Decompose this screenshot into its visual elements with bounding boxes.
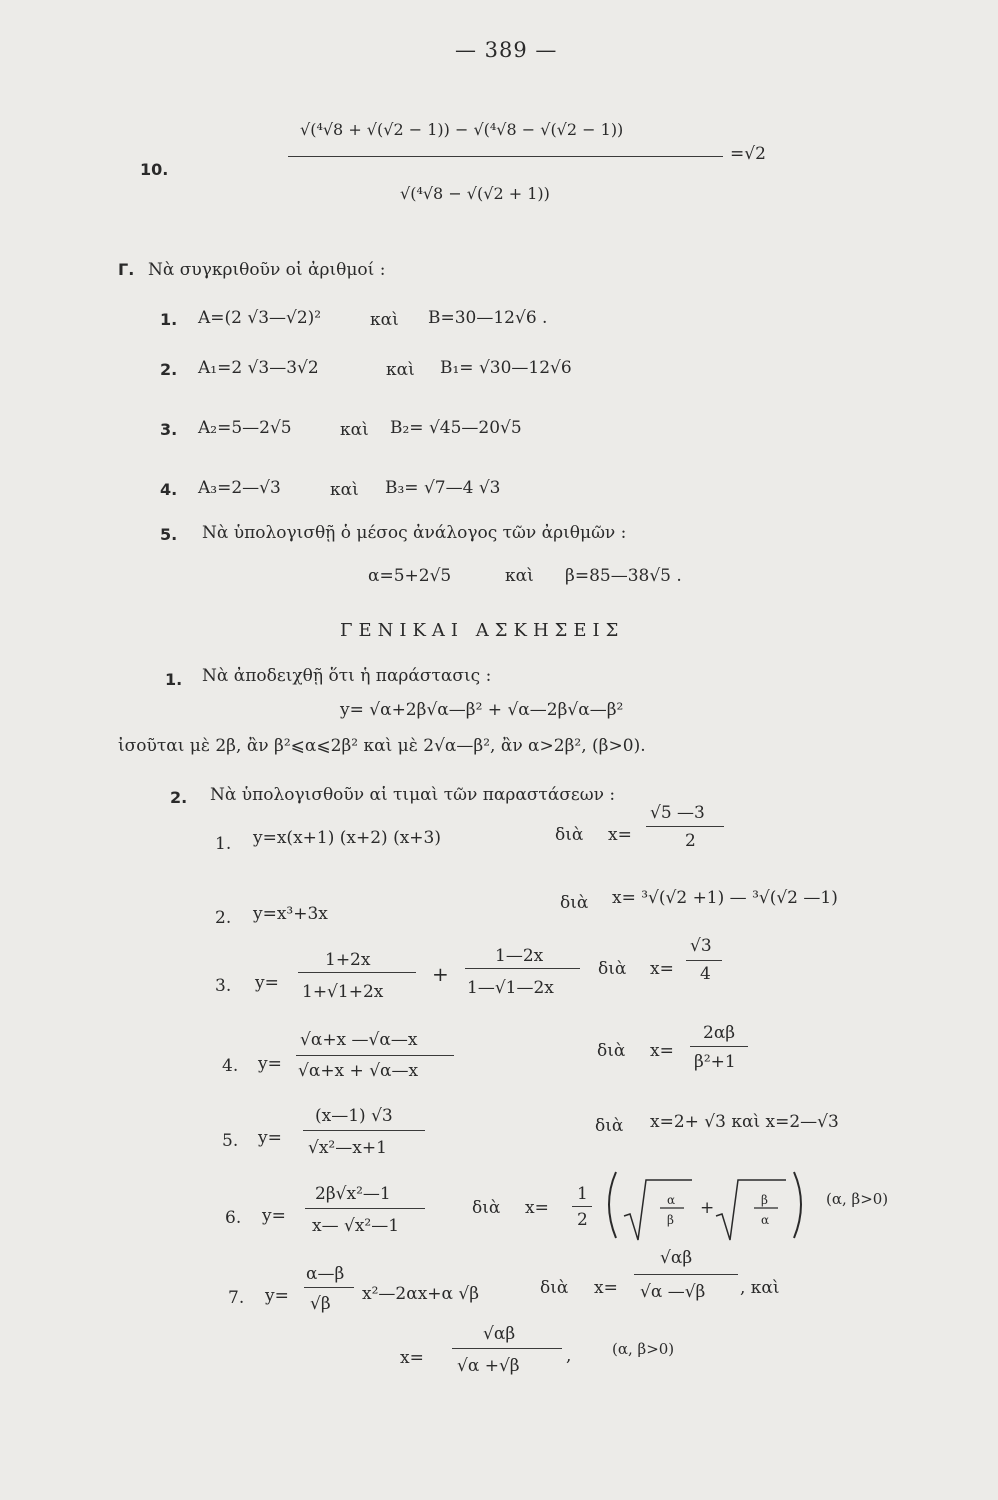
item-4-x-numerator: 2αβ — [703, 1023, 736, 1043]
item-7-x2-denominator: √α +√β — [457, 1356, 520, 1376]
item-7-dia: διὰ — [540, 1278, 569, 1298]
item-5-numerator: (x—1) √3 — [315, 1106, 393, 1126]
section-g-item-4-kai: καὶ — [330, 480, 359, 500]
item-6-half-bar — [572, 1206, 592, 1207]
section-g-item-1-b: B=30—12√6 . — [428, 308, 548, 328]
item-5-denominator: √x²—x+1 — [308, 1138, 387, 1158]
exercise-10-denominator: √(⁴√8 − √(√2 + 1)) — [400, 184, 550, 203]
item-6-sqrt1-numerator: α — [667, 1193, 676, 1207]
item-4-x-denominator: β²+1 — [694, 1052, 736, 1072]
sqrt-1-icon — [624, 1180, 692, 1240]
item-2-number: 2. — [215, 908, 232, 928]
item-7-condition: (α, β>0) — [612, 1340, 675, 1358]
left-paren-icon — [609, 1172, 616, 1238]
item-5-dia: διὰ — [595, 1116, 624, 1136]
item-4-denominator: √α+x + √α—x — [298, 1061, 419, 1081]
exercise-10-result: =√2 — [730, 144, 766, 164]
item-1-x-bar — [646, 826, 724, 827]
item-6-fraction-bar — [305, 1208, 425, 1209]
section-g-item-3-number: 3. — [160, 420, 178, 439]
item-6-plus: + — [700, 1198, 715, 1218]
section-g-item-2-a: A₁=2 √3—3√2 — [198, 358, 319, 378]
exercise-10-number: 10. — [140, 160, 169, 179]
general-exercise-1-continuation: ἰσοῦται μὲ 2β, ἂν β²⩽α⩽2β² καὶ μὲ 2√α—β², ἂν α>2β², (β>0). — [118, 736, 646, 756]
item-5-fraction-bar — [303, 1130, 425, 1131]
item-6-y-eq: y= — [262, 1206, 286, 1226]
item-6-x-eq: x= — [525, 1198, 549, 1218]
item-3-frac2-numerator: 1—2x — [495, 946, 544, 966]
item-3-x-bar — [686, 960, 722, 961]
item-3-frac1-bar — [298, 972, 416, 973]
item-7-fraction-numerator: α—β — [306, 1264, 345, 1284]
item-4-dia: διὰ — [597, 1041, 626, 1061]
section-g-item-5-text: Νὰ ὑπολογισθῇ ὁ μέσος ἀνάλογος τῶν ἀριθμῶν : — [202, 523, 627, 543]
item-7-x-eq: x= — [594, 1278, 618, 1298]
item-2-expression: y=x³+3x — [253, 904, 328, 924]
exercise-10-numerator: √(⁴√8 + √(√2 − 1)) − √(⁴√8 − √(√2 − 1)) — [300, 120, 624, 139]
general-exercise-1-number: 1. — [165, 670, 183, 689]
item-7-x-numerator: √αβ — [660, 1248, 693, 1268]
item-1-x-denominator: 2 — [685, 831, 696, 851]
section-g-label: Γ. — [118, 260, 135, 279]
item-4-fraction-bar — [296, 1055, 454, 1056]
right-paren-icon — [794, 1172, 801, 1238]
item-7-x2-comma: , — [566, 1346, 572, 1366]
section-g-item-4-b: B₃= √7—4 √3 — [385, 478, 501, 498]
item-7-y-eq: y= — [265, 1286, 289, 1306]
section-g-item-4-number: 4. — [160, 480, 178, 499]
item-7-fraction-bar — [304, 1287, 354, 1288]
item-5-x-values: x=2+ √3 καὶ x=2—√3 — [650, 1112, 839, 1132]
item-3-number: 3. — [215, 976, 232, 996]
general-exercise-1-formula: y= √α+2β√α—β² + √α—2β√α—β² — [340, 700, 624, 720]
item-1-number: 1. — [215, 834, 232, 854]
general-exercise-2-text: Νὰ ὑπολογισθοῦν αἱ τιμαὶ τῶν παραστάσεων : — [210, 785, 616, 805]
item-3-frac2-denominator: 1—√1—2x — [467, 978, 554, 998]
item-3-plus: + — [432, 962, 449, 986]
item-3-frac2-bar — [465, 968, 580, 969]
item-7-x2-bar — [452, 1348, 562, 1349]
item-6-sqrt2-denominator: α — [761, 1213, 770, 1227]
sqrt-2-icon — [716, 1180, 786, 1240]
item-6-numerator: 2β√x²—1 — [315, 1184, 391, 1204]
item-6-denominator: x— √x²—1 — [312, 1216, 400, 1236]
general-exercise-2-number: 2. — [170, 788, 188, 807]
item-6-half-numerator: 1 — [577, 1184, 588, 1204]
item-4-x-eq: x= — [650, 1041, 674, 1061]
item-1-x-numerator: √5 —3 — [650, 803, 705, 823]
item-2-dia: διὰ — [560, 893, 589, 913]
item-7-kai: , καὶ — [740, 1278, 780, 1298]
general-exercise-1-text: Νὰ ἀποδειχθῇ ὅτι ἡ παράστασις : — [202, 666, 492, 686]
section-g-item-2-kai: καὶ — [386, 360, 415, 380]
item-5-y-eq: y= — [258, 1128, 282, 1148]
item-7-x2-eq: x= — [400, 1348, 424, 1368]
item-4-number: 4. — [222, 1056, 239, 1076]
section-g-title: Νὰ συγκριθοῦν οἱ ἀριθμοί : — [148, 260, 386, 280]
item-6-sqrt1-denominator: β — [667, 1213, 674, 1227]
section-g-item-1-kai: καὶ — [370, 310, 399, 330]
section-g-item-1-number: 1. — [160, 310, 178, 329]
section-g-item-5-b: β=85—38√5 . — [565, 566, 682, 586]
section-g-item-5-kai: καὶ — [505, 566, 534, 586]
item-4-x-bar — [690, 1046, 748, 1047]
item-3-x-eq: x= — [650, 959, 674, 979]
item-7-x2-numerator: √αβ — [483, 1324, 516, 1344]
section-g-item-3-kai: καὶ — [340, 420, 369, 440]
item-6-sqrt2-numerator: β — [761, 1193, 768, 1207]
section-g-item-2-b: B₁= √30—12√6 — [440, 358, 572, 378]
page-number: — 389 — — [455, 38, 558, 62]
item-1-expression: y=x(x+1) (x+2) (x+3) — [253, 828, 441, 848]
item-6-dia: διὰ — [472, 1198, 501, 1218]
item-1-dia: διὰ — [555, 825, 584, 845]
item-3-x-numerator: √3 — [690, 936, 712, 956]
item-4-numerator: √α+x —√α—x — [300, 1030, 418, 1050]
item-1-x-eq: x= — [608, 825, 632, 845]
item-3-x-denominator: 4 — [700, 964, 711, 984]
section-g-item-5-number: 5. — [160, 525, 178, 544]
general-exercises-heading: ΓΕΝΙΚΑΙ ΑΣΚΗΣΕΙΣ — [340, 620, 625, 641]
item-5-number: 5. — [222, 1131, 239, 1151]
section-g-item-3-a: A₂=5—2√5 — [198, 418, 292, 438]
item-6-half-denominator: 2 — [577, 1210, 588, 1230]
item-6-condition: (α, β>0) — [826, 1190, 889, 1208]
section-g-item-5-a: α=5+2√5 — [368, 566, 452, 586]
section-g-item-4-a: A₃=2—√3 — [198, 478, 281, 498]
item-7-x-denominator: √α —√β — [640, 1282, 706, 1302]
item-3-frac1-denominator: 1+√1+2x — [302, 982, 384, 1002]
item-7-number: 7. — [228, 1288, 245, 1308]
item-7-rest: x²—2αx+α √β — [362, 1284, 480, 1304]
section-g-item-1-a: A=(2 √3—√2)² — [198, 308, 322, 328]
item-2-x-value: x= ³√(√2 +1) — ³√(√2 —1) — [612, 888, 838, 908]
item-3-frac1-numerator: 1+2x — [325, 950, 371, 970]
item-3-dia: διὰ — [598, 959, 627, 979]
item-7-x-bar — [634, 1274, 738, 1275]
item-7-fraction-denominator: √β — [310, 1294, 331, 1314]
section-g-item-2-number: 2. — [160, 360, 178, 379]
item-4-y-eq: y= — [258, 1054, 282, 1074]
item-6-number: 6. — [225, 1208, 242, 1228]
exercise-10-fraction-bar — [288, 156, 723, 157]
item-3-y-eq: y= — [255, 973, 279, 993]
section-g-item-3-b: B₂= √45—20√5 — [390, 418, 522, 438]
